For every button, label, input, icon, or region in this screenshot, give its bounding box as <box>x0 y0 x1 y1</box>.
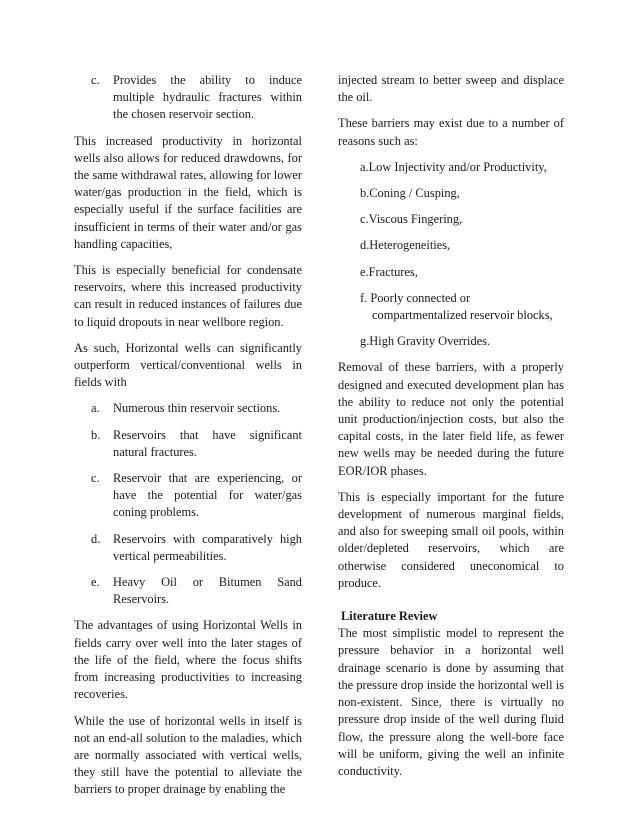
paragraph-productivity: This increased productivity in horizontal wells also allows for reduced drawdowns, for the same withdrawal rates, allowing for lower water/gas production in the field, which is especially useful if the surface facilities are insufficient in terms of their water and/or gas handling capacities, <box>74 133 302 251</box>
paragraph-barriers: These barriers may exist due to a number of reasons such as: <box>338 116 564 148</box>
list-text: Heterogeneities, <box>369 238 451 253</box>
paragraph-end-all: While the use of horizontal wells in itself is not an end-all solution to the maladies, which are normally associated with vertical wells, they still have the potential to alleviate the barriers to proper drainage by enabling the <box>74 713 302 797</box>
barrier-item-c <box>338 211 564 228</box>
list-text: Heavy Oil or Bitumen Sand Reservoirs. <box>113 575 302 607</box>
list-marker: c. <box>360 212 369 227</box>
list-item-e <box>74 574 302 608</box>
list-text: Reservoirs with comparatively high vertical permeabilities. <box>113 531 302 563</box>
left-column <box>74 72 302 808</box>
paragraph-marginal-fields: This is especially important for the future development of numerous marginal fields, and also for sweeping small oil pools, within older/depleted reservoirs, which are otherwise considered uneconomical to produce. <box>338 489 564 590</box>
section-heading-literature-review: Literature Review <box>341 609 438 624</box>
list-text: Provides the ability to induce multiple hydraulic fractures within the chosen reservoir section. <box>113 73 302 122</box>
list-text: Fractures, <box>368 264 418 279</box>
barrier-item-b <box>338 185 564 202</box>
list-marker: a. <box>91 401 100 416</box>
list-text: Numerous thin reservoir sections. <box>113 401 281 416</box>
list-marker: g. <box>360 334 370 349</box>
list-text: Reservoir that are experiencing, or have the potential for water/gas coning problems. <box>113 471 302 520</box>
right-column <box>338 72 564 789</box>
list-marker: d. <box>360 238 370 253</box>
paragraph-advantages: The advantages of using Horizontal Wells in fields carry over well into the later stages of the life of the field, where the focus shifts from increasing productivities to increasing recoveries. <box>74 618 302 702</box>
list-marker: f. <box>360 290 368 305</box>
list-marker: e. <box>360 264 369 279</box>
list-item-a <box>74 400 302 417</box>
barrier-item-e <box>338 264 564 281</box>
list-text: Viscous Fingering, <box>368 212 463 227</box>
paragraph-literature: The most simplistic model to represent the pressure behavior in a horizontal well drainage scenario is done by assuming that the pressure drop inside the horizontal well is non-existent. Since, there is virtually no pressure drop inside of the well during fluid flow, the pressure along the well-bore face will be uniform, giving the well an infinite conductivity. <box>338 626 564 778</box>
paragraph-condensate: This is especially beneficial for condensate reservoirs, where this increased productivity can result in reduced instances of failures due to liquid dropouts in near wellbore region. <box>74 263 302 329</box>
barrier-item-d <box>338 237 564 254</box>
list-text: Poorly connected or compartmentalized reservoir blocks, <box>370 290 553 323</box>
paragraph-removal: Removal of these barriers, with a properly designed and executed development plan has the ability to reduce not only the potential unit production/injection costs, but also the capital costs, in the later field life, as fewer new wells may be needed during the future EOR/IOR phases. <box>338 360 564 478</box>
paragraph-injected: injected stream to better sweep and displace the oil. <box>338 73 564 105</box>
list-marker: a. <box>360 159 369 174</box>
list-marker: e. <box>91 575 100 590</box>
list-marker: d. <box>91 531 101 546</box>
list-text: High Gravity Overrides. <box>369 334 491 349</box>
list-text: Coning / Cusping, <box>369 186 460 201</box>
barrier-item-a <box>338 159 564 176</box>
list-text: Low Injectivity and/or Productivity, <box>368 159 547 174</box>
list-item-d <box>74 531 302 565</box>
paragraph-outperform: As such, Horizontal wells can significantly outperform vertical/conventional wells in fields with <box>74 340 302 390</box>
list-marker: c. <box>91 73 100 87</box>
list-marker: b. <box>91 427 101 442</box>
barrier-item-g <box>338 333 564 350</box>
list-item-c-top <box>74 72 302 124</box>
list-item-c <box>74 470 302 522</box>
list-marker: b. <box>360 186 370 201</box>
list-item-b <box>74 427 302 461</box>
barrier-item-f <box>338 290 564 324</box>
list-text: Reservoirs that have significant natural fractures. <box>113 427 302 459</box>
list-marker: c. <box>91 471 100 486</box>
